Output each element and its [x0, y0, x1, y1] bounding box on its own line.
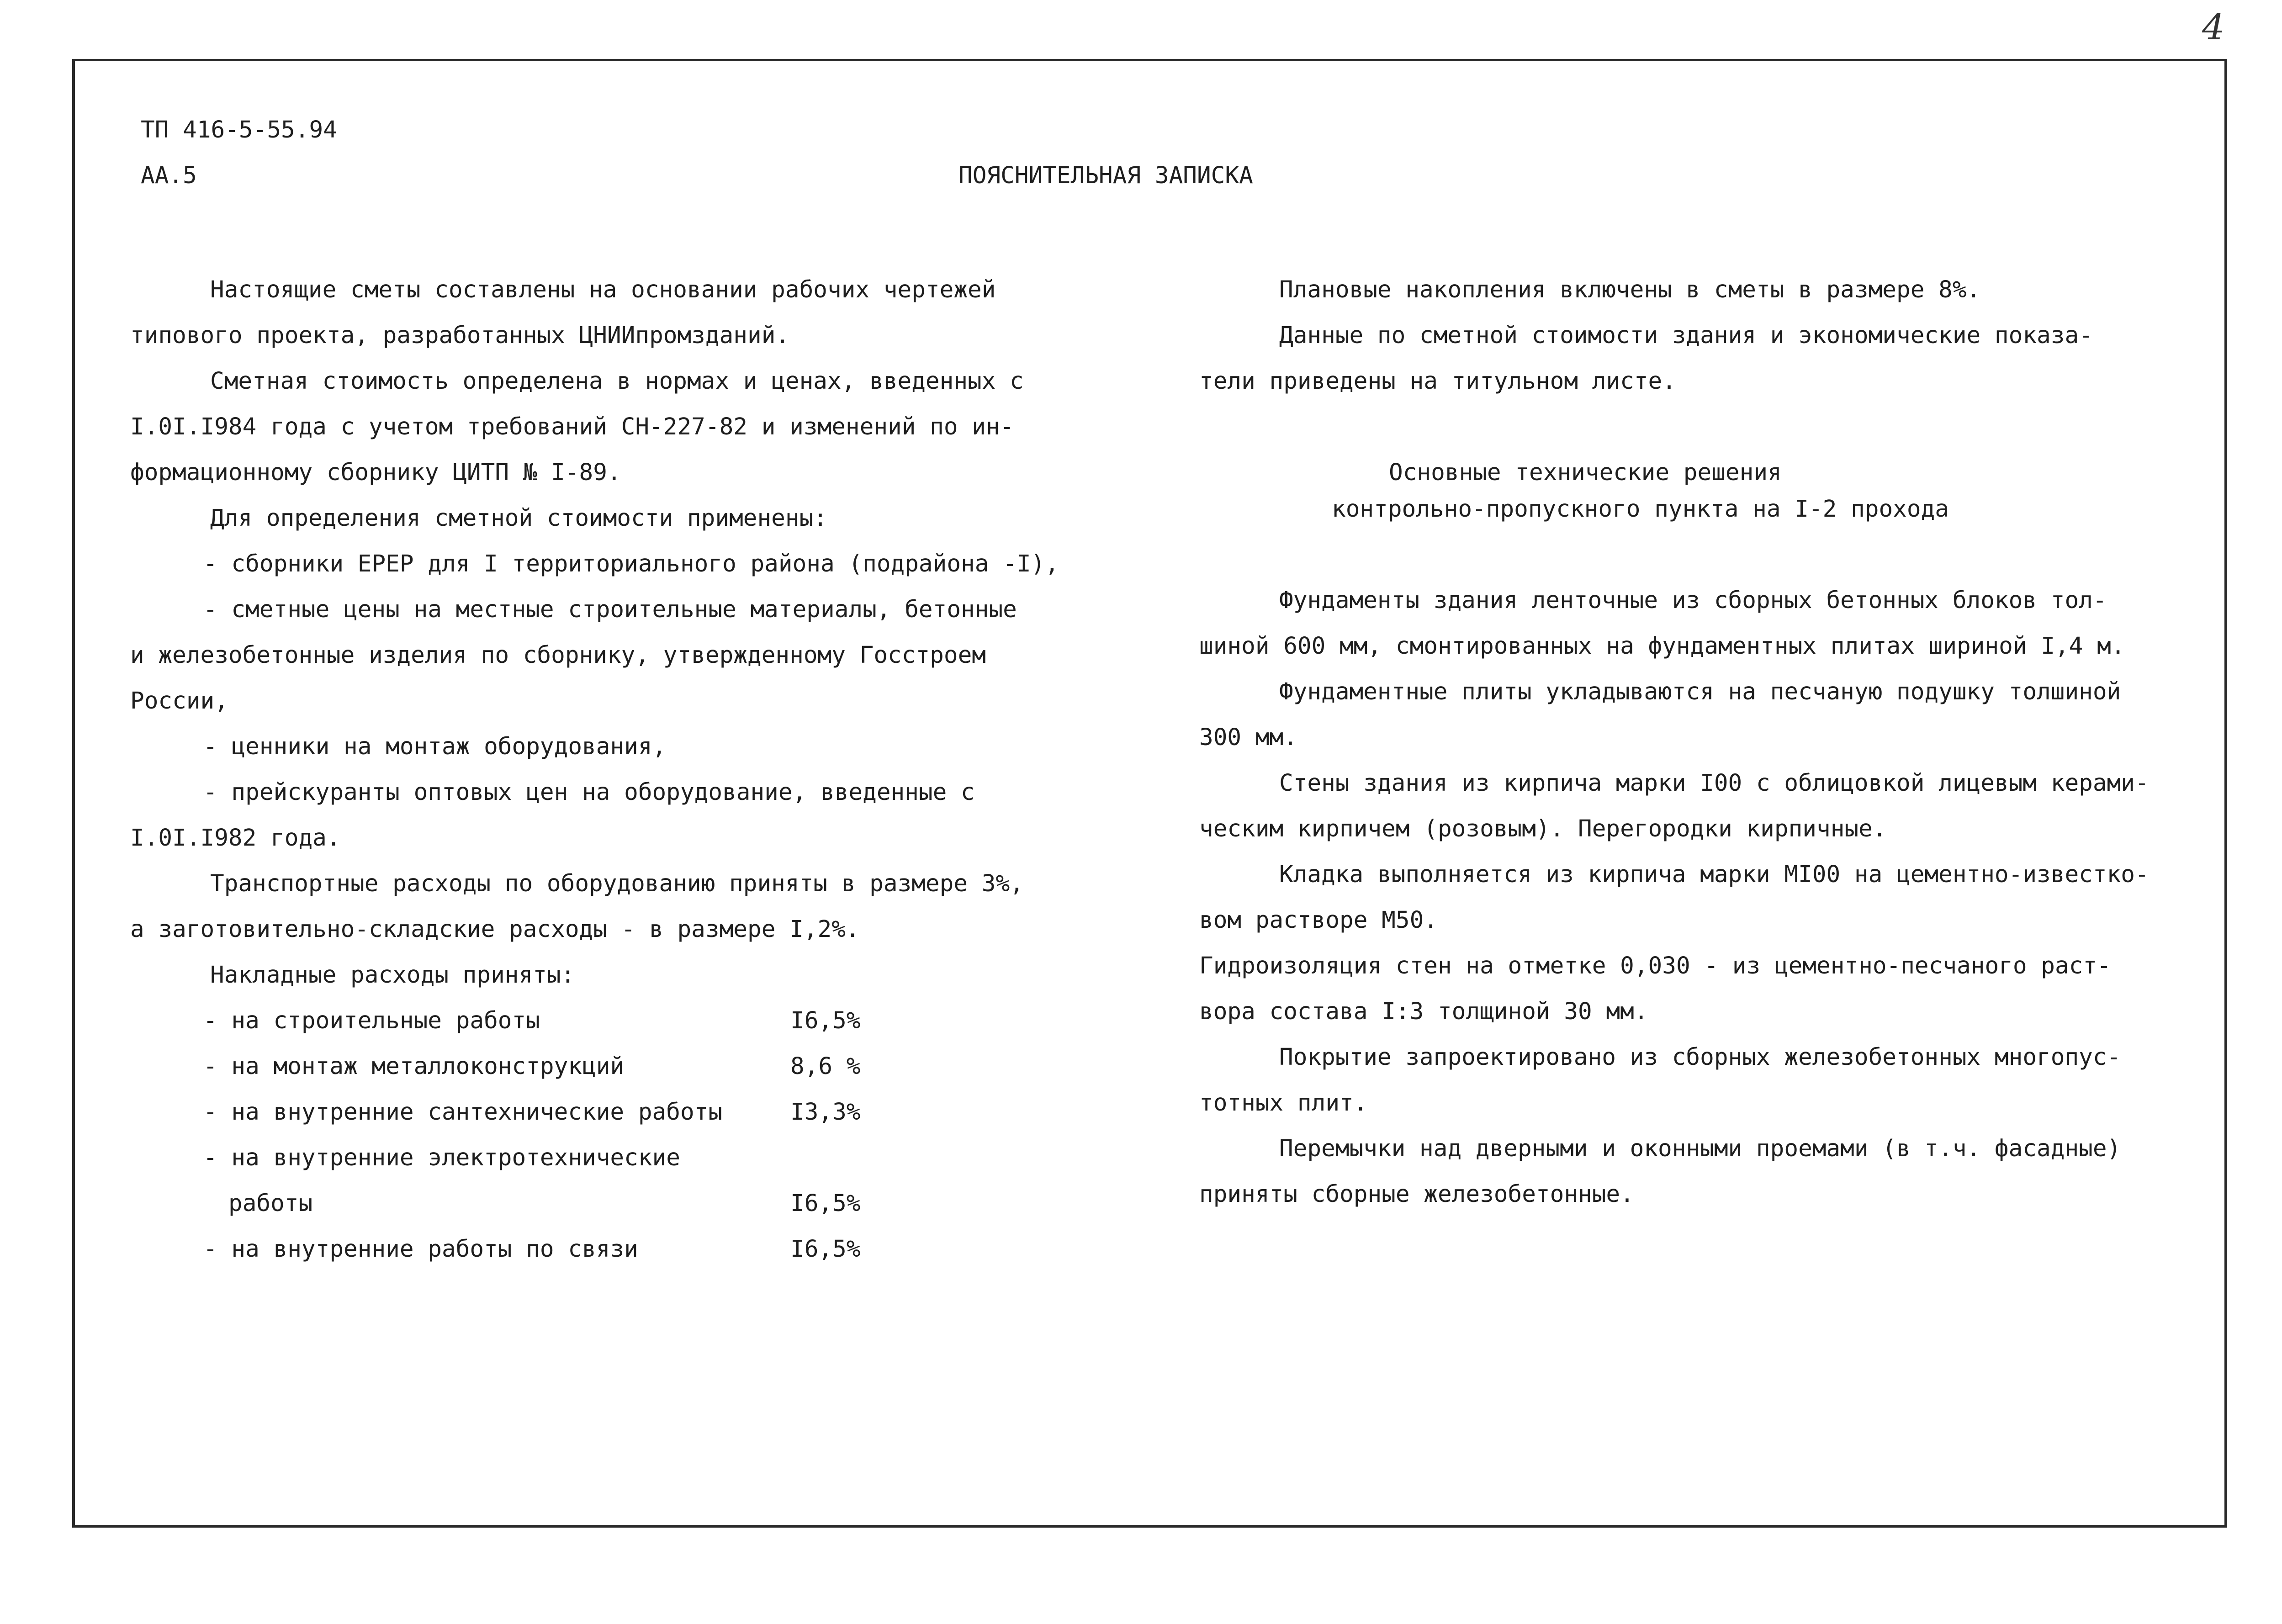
text-line: Для определения сметной стоимости применены: — [210, 505, 828, 532]
rate-label: работы — [228, 1190, 313, 1217]
right-column — [1199, 267, 2204, 1217]
text-line: Стены здания из кирпича марки I00 с облицовкой лицевым керами- — [1279, 770, 2149, 797]
text-line: - прейскуранты оптовых цен на оборудование, введенные с — [203, 779, 975, 806]
rate-value: I6,5% — [790, 1236, 861, 1263]
sheet-code: АА.5 — [141, 162, 197, 189]
text-line: вора состава I:3 толщиной 30 мм. — [1199, 998, 1648, 1025]
text-line: России, — [130, 688, 228, 714]
text-line: Кладка выполняется из кирпича марки МI00 на цементно-известко- — [1279, 861, 2149, 888]
text-line: шиной 600 мм, смонтированных на фундаментных плитах шириной I,4 м. — [1199, 633, 2125, 660]
spacer — [1199, 532, 2204, 578]
text-line: Данные по сметной стоимости здания и экономические показа- — [1279, 322, 2093, 349]
text-line: Сметная стоимость определена в нормах и ценах, введенных с — [210, 368, 1024, 395]
document-code: ТП 416-5-55.94 — [141, 116, 337, 143]
rate-row — [130, 998, 1181, 1044]
text-line: 300 мм. — [1199, 724, 1297, 751]
text-line: - ценники на монтаж оборудования, — [203, 733, 667, 760]
text-line: Плановые накопления включены в сметы в размере 8%. — [1279, 276, 1981, 303]
rate-label: - на внутренние работы по связи — [203, 1236, 638, 1263]
rate-value: 8,6 % — [790, 1053, 861, 1080]
rate-label: - на внутренние электротехнические — [203, 1144, 680, 1171]
text-line: тотных плит. — [1199, 1090, 1368, 1116]
section-subtitle: контрольно-пропускного пункта на I-2 прохода — [1332, 496, 1949, 523]
text-line: Транспортные расходы по оборудованию приняты в размере 3%, — [210, 870, 1024, 897]
text-line: Покрытие запроектировано из сборных железобетонных многопус- — [1279, 1044, 2121, 1071]
text-line: - сметные цены на местные строительные материалы, бетонные — [203, 596, 1017, 623]
text-line: - сборники ЕРЕР для I территориального района (подрайона -I), — [203, 550, 1059, 577]
text-line: Настоящие сметы составлены на основании рабочих чертежей — [210, 276, 996, 303]
rate-row — [130, 1090, 1181, 1135]
text-line: формационному сборнику ЦИТП № I-89. — [130, 459, 621, 486]
text-line: Накладные расходы приняты: — [210, 962, 575, 989]
rate-label: - на строительные работы — [203, 1007, 540, 1034]
page-number: 4 — [2202, 7, 2225, 48]
text-line: Перемычки над дверными и оконными проемами (в т.ч. фасадные) — [1279, 1135, 2121, 1162]
section-subtitle: Основные технические решения — [1389, 459, 1782, 486]
rate-row — [130, 1181, 1181, 1227]
rate-label: - на внутренние сантехнические работы — [203, 1099, 723, 1126]
rate-label: - на монтаж металлоконструкций — [203, 1053, 625, 1080]
text-line: I.0I.I982 года. — [130, 825, 341, 852]
spacer — [1199, 404, 2204, 450]
rate-value: I3,3% — [790, 1099, 861, 1126]
text-line: I.0I.I984 года с учетом требований СН-227-82 и изменений по ин- — [130, 413, 1014, 440]
text-line: ческим кирпичем (розовым). Перегородки кирпичные. — [1199, 815, 1887, 842]
text-line: и железобетонные изделия по сборнику, утвержденному Госстроем — [130, 642, 986, 669]
text-line: типового проекта, разработанных ЦНИИпромзданий. — [130, 322, 790, 349]
text-line: а заготовительно-складские расходы - в размере I,2%. — [130, 916, 860, 943]
text-line: Гидроизоляция стен на отметке 0,030 - из цементно-песчаного раст- — [1199, 952, 2111, 979]
text-line: вом растворе М50. — [1199, 907, 1438, 934]
document-title: ПОЯСНИТЕЛЬНАЯ ЗАПИСКА — [958, 162, 1253, 189]
text-line: Фундаменты здания ленточные из сборных бетонных блоков тол- — [1279, 587, 2107, 614]
rate-value: I6,5% — [790, 1190, 861, 1217]
text-line: Фундаментные плиты укладываются на песчаную подушку толшиной — [1279, 678, 2121, 705]
rate-row — [130, 1044, 1181, 1090]
text-line: тели приведены на титульном листе. — [1199, 368, 1676, 395]
rate-row — [130, 1227, 1181, 1272]
rate-value: I6,5% — [790, 1007, 861, 1034]
text-line: приняты сборные железобетонные. — [1199, 1181, 1634, 1208]
rate-row — [130, 1135, 1181, 1181]
left-column — [130, 267, 1181, 1272]
